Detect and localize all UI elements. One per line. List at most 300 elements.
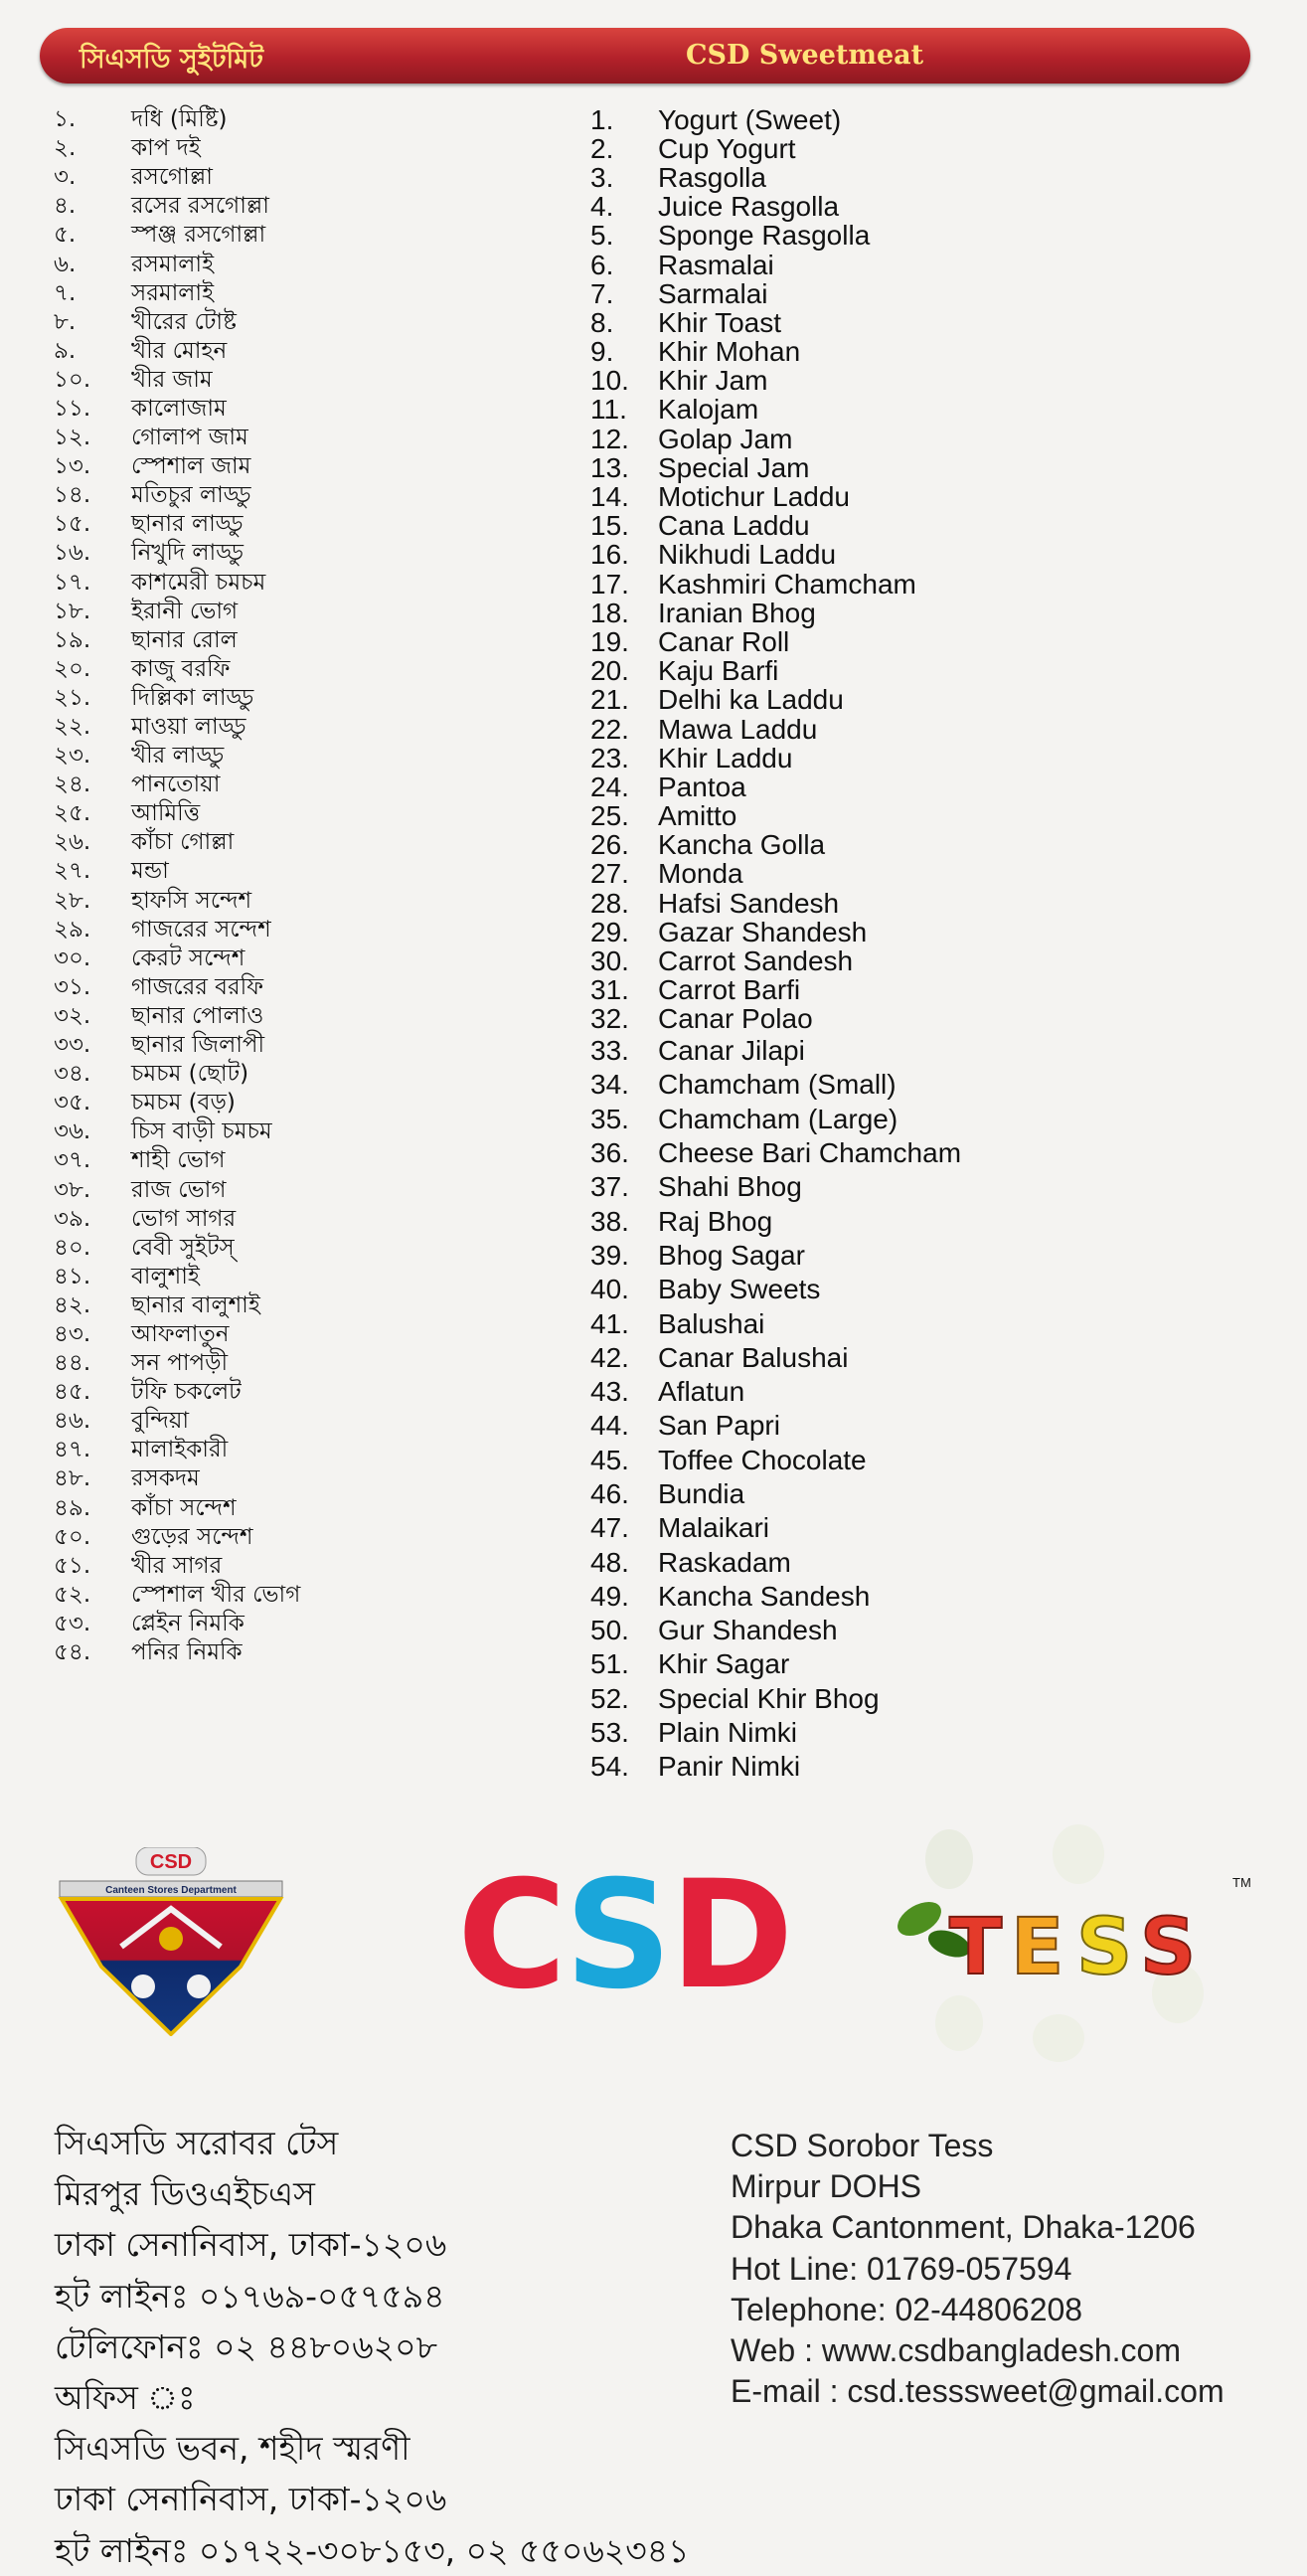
item-number: 25.	[590, 800, 629, 832]
svg-text:C: C	[457, 1869, 568, 1998]
item-name: Malaikari	[658, 1512, 770, 1544]
item-name: Panir Nimki	[658, 1751, 801, 1783]
address-line-en: E-mail : csd.tesssweet@gmail.com	[731, 2373, 1225, 2410]
item-number: 22.	[590, 713, 629, 745]
title-banner	[40, 28, 1250, 84]
sweet-list-bn	[54, 105, 551, 1667]
item-name: কেরট সন্দেশ	[131, 945, 245, 971]
trademark-mark: TM	[1232, 1875, 1251, 1890]
item-name: Special Jam	[658, 451, 810, 483]
item-name: Iranian Bhog	[658, 597, 816, 628]
item-number: ৪০.	[54, 1234, 91, 1261]
list-item	[590, 367, 1226, 396]
list-item	[590, 1444, 1226, 1477]
list-item	[590, 831, 1226, 860]
item-name: Rasmalai	[658, 249, 774, 280]
list-item	[590, 1750, 1226, 1784]
item-number: 5.	[590, 220, 614, 252]
item-number: ৫১.	[54, 1552, 91, 1579]
item-name: Hafsi Sandesh	[658, 887, 840, 919]
item-name: পানতোয়া	[131, 772, 221, 798]
item-name: কালোজাম	[131, 395, 227, 422]
item-name: Canar Roll	[658, 625, 790, 657]
item-name: Kancha Golla	[658, 829, 826, 861]
list-item	[590, 279, 1226, 308]
item-number: ২০.	[54, 655, 91, 682]
item-number: ৩৩.	[54, 1032, 91, 1059]
item-number: 36.	[590, 1137, 629, 1169]
item-number: ২৯.	[54, 916, 91, 943]
list-item	[590, 396, 1226, 425]
item-name: Gazar Shandesh	[658, 916, 868, 947]
list-item	[590, 657, 1226, 686]
item-name: Shahi Bhog	[658, 1171, 802, 1203]
item-name: টফি চকলেট	[131, 1379, 242, 1406]
item-number: 52.	[590, 1682, 629, 1714]
item-name: Raskadam	[658, 1546, 791, 1578]
item-number: 30.	[590, 945, 629, 977]
list-item	[590, 1306, 1226, 1340]
list-item	[590, 1647, 1226, 1681]
item-number: 27.	[590, 858, 629, 890]
item-name: Bundia	[658, 1478, 745, 1509]
shield-mark: CSD	[149, 1851, 193, 1873]
list-item	[590, 251, 1226, 279]
svg-text:S: S	[565, 1869, 673, 1998]
item-number: 33.	[590, 1035, 629, 1067]
item-name: Golap Jam	[658, 423, 793, 454]
item-name: মালাইকারী	[131, 1437, 229, 1463]
banner-title-bn: সিএসডি সুইটমিট	[80, 44, 263, 75]
item-number: 42.	[590, 1341, 629, 1373]
address-line-en: Mirpur DOHS	[731, 2168, 922, 2205]
item-name: San Papri	[658, 1410, 780, 1442]
item-number: ৩৭.	[54, 1147, 91, 1174]
item-number: 45.	[590, 1444, 629, 1475]
item-name: আমিত্তি	[131, 800, 201, 827]
list-item	[590, 860, 1226, 889]
item-name: মন্ডা	[131, 858, 169, 885]
item-number: ৩৬.	[54, 1118, 91, 1145]
item-name: বুন্দিয়া	[131, 1408, 190, 1435]
item-name: Aflatun	[658, 1376, 745, 1408]
list-item	[590, 1614, 1226, 1647]
svg-text:S: S	[1140, 1903, 1197, 1992]
item-number: 32.	[590, 1003, 629, 1035]
item-name: স্পেশাল জাম	[131, 453, 251, 480]
address-line-bn: মিরপুর ডিওএইচএস	[55, 2174, 315, 2214]
item-number: ১৪.	[54, 482, 91, 509]
item-number: ৫.	[54, 222, 77, 249]
item-number: 3.	[590, 161, 614, 193]
sweet-list-en	[590, 105, 1226, 1785]
list-item	[590, 512, 1226, 541]
item-name: Sarmalai	[658, 277, 768, 309]
list-item	[590, 105, 1226, 134]
item-number: 38.	[590, 1205, 629, 1237]
list-item	[590, 1375, 1226, 1409]
item-number: ২৩.	[54, 743, 91, 770]
item-name: বালুশাই	[131, 1263, 200, 1289]
item-name: গুড়ের সন্দেশ	[131, 1523, 253, 1550]
list-item	[590, 1682, 1226, 1716]
item-name: নিখুদি লাড্ডু	[131, 540, 244, 567]
item-number: ২৭.	[54, 858, 91, 885]
item-number: 1.	[590, 103, 614, 135]
item-name: চমচম (বড়)	[131, 1090, 236, 1116]
item-name: Cheese Bari Chamcham	[658, 1137, 962, 1169]
item-number: 10.	[590, 365, 629, 397]
item-name: চমচম (ছোট)	[131, 1061, 249, 1088]
item-name: Monda	[658, 858, 743, 890]
item-name: কাশমেরী চমচম	[131, 569, 266, 596]
item-number: 17.	[590, 568, 629, 600]
item-number: ৪৫.	[54, 1379, 91, 1406]
list-item	[590, 773, 1226, 801]
item-name: Nikhudi Laddu	[658, 539, 837, 571]
list-item	[590, 1273, 1226, 1306]
address-line-bn: টেলিফোনঃ ০২ ৪৪৮০৬২০৮	[55, 2326, 438, 2366]
item-number: 2.	[590, 132, 614, 164]
item-number: 23.	[590, 742, 629, 773]
item-number: 18.	[590, 597, 629, 628]
address-line-en: CSD Sorobor Tess	[731, 2128, 994, 2163]
banner-title-en: CSD Sweetmeat	[686, 40, 924, 71]
item-number: ৪৮.	[54, 1465, 91, 1492]
item-number: ১৯.	[54, 626, 91, 653]
item-number: 13.	[590, 451, 629, 483]
item-number: 48.	[590, 1546, 629, 1578]
item-number: ৩৮.	[54, 1176, 91, 1203]
address-line-en: Hot Line: 01769-057594	[731, 2250, 1072, 2287]
item-name: খীর মোহন	[131, 337, 228, 364]
svg-text:D: D	[670, 1869, 794, 1998]
list-item	[590, 570, 1226, 599]
address-line-bn: সিএসডি সরোবর টেস	[55, 2124, 339, 2162]
list-item	[590, 889, 1226, 918]
item-number: 54.	[590, 1751, 629, 1783]
item-number: 26.	[590, 829, 629, 861]
item-name: Chamcham (Small)	[658, 1069, 897, 1101]
list-item	[590, 1409, 1226, 1443]
item-name: দধি (মিষ্টি)	[131, 106, 228, 133]
item-number: 37.	[590, 1171, 629, 1203]
item-name: Khir Jam	[658, 365, 768, 397]
item-number: ৭.	[54, 279, 77, 306]
item-name: Kashmiri Chamcham	[658, 568, 916, 600]
item-number: ৪৭.	[54, 1437, 91, 1463]
item-name: স্পেশাল খীর ভোগ	[131, 1581, 301, 1608]
item-name: Kancha Sandesh	[658, 1580, 871, 1612]
item-number: 40.	[590, 1274, 629, 1305]
item-number: ২১.	[54, 684, 91, 711]
item-name: Khir Mohan	[658, 336, 801, 368]
item-name: Plain Nimki	[658, 1717, 798, 1749]
list-item	[590, 1204, 1226, 1238]
list-item	[590, 541, 1226, 570]
item-number: 41.	[590, 1307, 629, 1339]
item-name: গোলাপ জাম	[131, 425, 248, 451]
list-item	[590, 338, 1226, 367]
item-name: Rasgolla	[658, 161, 766, 193]
list-item	[590, 1034, 1226, 1068]
item-name: Khir Laddu	[658, 742, 793, 773]
item-number: ২২.	[54, 714, 91, 741]
item-name: রসগোল্লা	[131, 164, 213, 191]
item-number: ৩০.	[54, 945, 91, 971]
item-name: Raj Bhog	[658, 1205, 773, 1237]
item-name: ছানার বালুশাই	[131, 1291, 260, 1318]
item-number: ৪.	[54, 193, 77, 220]
item-name: আফলাতুন	[131, 1320, 230, 1347]
list-item	[590, 1341, 1226, 1375]
item-name: Amitto	[658, 800, 737, 832]
item-number: 49.	[590, 1580, 629, 1612]
item-number: 29.	[590, 916, 629, 947]
item-number: ২৬.	[54, 829, 91, 856]
item-number: 7.	[590, 277, 614, 309]
item-name: প্লেইন নিমকি	[131, 1610, 245, 1636]
address-line-en: Dhaka Cantonment, Dhaka-1206	[731, 2209, 1196, 2246]
list-item	[590, 222, 1226, 251]
item-name: দিল্লিকা লাড্ডু	[131, 684, 254, 711]
item-number: ১৮.	[54, 598, 91, 624]
address-line-bn: ঢাকা সেনানিবাস, ঢাকা-১২০৬	[55, 2225, 447, 2265]
item-name: সরমালাই	[131, 279, 215, 306]
address-line-en: Telephone: 02-44806208	[731, 2291, 1083, 2327]
address-block-en	[731, 2126, 1225, 2412]
address-line-bn: অফিস ঃ	[55, 2377, 196, 2417]
item-number: ৪৪.	[54, 1350, 91, 1377]
item-name: Carrot Barfi	[658, 974, 801, 1006]
list-item	[590, 163, 1226, 192]
list-item	[590, 1545, 1226, 1579]
item-number: ২৪.	[54, 772, 91, 798]
item-name: রসকদম	[131, 1465, 200, 1492]
item-number: 11.	[590, 394, 627, 426]
list-item	[590, 1477, 1226, 1511]
list-item	[590, 482, 1226, 511]
list-item	[590, 1005, 1226, 1034]
item-number: ৩৫.	[54, 1090, 91, 1116]
item-number: 4.	[590, 191, 614, 223]
item-number: ৫২.	[54, 1581, 91, 1608]
list-item	[590, 1103, 1226, 1136]
address-line-bn: সিএসডি ভবন, শহীদ স্মরণী	[55, 2429, 410, 2469]
address-line-bn: হট লাইনঃ ০১৭২২-৩০৮১৫৩, ০২ ৫৫০৬২৩৪১	[55, 2530, 690, 2570]
list-item	[54, 1638, 551, 1667]
item-name: ছানার জিলাপী	[131, 1032, 265, 1059]
item-name: Cup Yogurt	[658, 132, 796, 164]
item-name: মাওয়া লাড্ডু	[131, 714, 246, 741]
item-name: Baby Sweets	[658, 1274, 821, 1305]
list-item	[590, 308, 1226, 337]
svg-text:E: E	[1011, 1903, 1064, 1992]
item-number: ১৭.	[54, 569, 91, 596]
item-number: ৫৪.	[54, 1639, 91, 1666]
item-name: Yogurt (Sweet)	[658, 103, 842, 135]
list-item	[590, 946, 1226, 975]
list-item	[590, 918, 1226, 946]
item-name: Canar Jilapi	[658, 1035, 805, 1067]
item-name: স্পঞ্জ রসগোল্লা	[131, 222, 266, 249]
item-number: 20.	[590, 655, 629, 687]
item-number: 43.	[590, 1376, 629, 1408]
item-number: 14.	[590, 481, 629, 513]
svg-text:S: S	[1076, 1903, 1133, 1992]
item-number: 53.	[590, 1717, 629, 1749]
item-number: 50.	[590, 1615, 629, 1646]
item-name: Chamcham (Large)	[658, 1103, 899, 1134]
item-name: Cana Laddu	[658, 510, 810, 542]
address-line-en: Web : www.csdbangladesh.com	[731, 2331, 1181, 2368]
item-name: Balushai	[658, 1307, 765, 1339]
list-item	[590, 193, 1226, 222]
item-name: সন পাপড়ী	[131, 1350, 229, 1377]
item-name: কাজু বরফি	[131, 655, 231, 682]
item-name: Bhog Sagar	[658, 1239, 805, 1271]
list-item	[590, 1511, 1226, 1545]
item-name: ইরানী ভোগ	[131, 598, 239, 624]
list-item	[590, 976, 1226, 1005]
item-number: ৯.	[54, 337, 77, 364]
item-number: ১৫.	[54, 511, 91, 538]
item-name: Sponge Rasgolla	[658, 220, 871, 252]
item-number: 44.	[590, 1410, 629, 1442]
list-item	[590, 1136, 1226, 1170]
item-name: Kalojam	[658, 394, 759, 426]
item-name: খীর জাম	[131, 366, 213, 393]
item-number: ১১.	[54, 395, 91, 422]
item-name: Juice Rasgolla	[658, 191, 840, 223]
item-number: ১০.	[54, 366, 91, 393]
item-number: ৪২.	[54, 1291, 91, 1318]
item-name: Kaju Barfi	[658, 655, 779, 687]
item-name: বেবী সুইটস্	[131, 1234, 235, 1261]
item-number: 35.	[590, 1103, 629, 1134]
list-item	[590, 802, 1226, 831]
item-number: 24.	[590, 771, 629, 802]
item-name: ছানার রোল	[131, 626, 238, 653]
item-number: ৩২.	[54, 1002, 91, 1029]
item-name: Carrot Sandesh	[658, 945, 854, 977]
item-name: রসমালাই	[131, 251, 215, 277]
item-number: 9.	[590, 336, 614, 368]
item-name: খীর লাড্ডু	[131, 743, 225, 770]
item-name: ভোগ সাগর	[131, 1205, 237, 1232]
csd-shield-logo	[52, 1847, 290, 2040]
svg-text:T: T	[949, 1903, 1003, 1992]
item-number: ২.	[54, 135, 77, 162]
item-name: Toffee Chocolate	[658, 1444, 867, 1475]
address-line-bn: হট লাইনঃ ০১৭৬৯-০৫৭৫৯৪	[55, 2276, 445, 2316]
list-item	[590, 453, 1226, 482]
item-number: ৪৬.	[54, 1408, 91, 1435]
list-item	[590, 1239, 1226, 1273]
item-number: 21.	[590, 684, 629, 716]
list-item	[590, 425, 1226, 453]
item-name: গাজরের বরফি	[131, 973, 264, 1000]
item-number: ৩১.	[54, 973, 91, 1000]
item-number: 19.	[590, 625, 629, 657]
item-number: ১.	[54, 106, 77, 133]
item-number: 34.	[590, 1069, 629, 1101]
item-name: হাফসি সন্দেশ	[131, 887, 252, 914]
item-name: ছানার পোলাও	[131, 1002, 264, 1029]
item-name: খীরের টোষ্ট	[131, 308, 237, 335]
item-number: ৩৪.	[54, 1061, 91, 1088]
list-item	[590, 134, 1226, 163]
csd-wordmark-logo	[447, 1869, 815, 2002]
item-name: মতিচুর লাড্ডু	[131, 482, 251, 509]
item-number: ৩.	[54, 164, 77, 191]
item-name: পনির নিমকি	[131, 1639, 243, 1666]
item-name: Gur Shandesh	[658, 1615, 838, 1646]
item-number: ৩৯.	[54, 1205, 91, 1232]
item-number: ৪৩.	[54, 1320, 91, 1347]
item-number: ১৩.	[54, 453, 91, 480]
address-line-bn: ঢাকা সেনানিবাস, ঢাকা-১২০৬	[55, 2480, 447, 2519]
item-name: Mawa Laddu	[658, 713, 818, 745]
item-number: 47.	[590, 1512, 629, 1544]
item-name: খীর সাগর	[131, 1552, 223, 1579]
list-item	[590, 599, 1226, 627]
item-number: 16.	[590, 539, 629, 571]
item-name: Special Khir Bhog	[658, 1682, 880, 1714]
item-number: 51.	[590, 1648, 629, 1680]
item-name: কাঁচা গোল্লা	[131, 829, 235, 856]
address-block-bn	[55, 2118, 690, 2576]
item-number: ৪৯.	[54, 1494, 91, 1521]
item-number: 8.	[590, 306, 614, 338]
item-number: ২৫.	[54, 800, 91, 827]
list-item	[590, 627, 1226, 656]
item-number: 46.	[590, 1478, 629, 1509]
list-item	[590, 686, 1226, 715]
item-number: ৫০.	[54, 1523, 91, 1550]
list-item	[590, 1068, 1226, 1102]
shield-caption: Canteen Stores Department	[105, 1885, 237, 1896]
list-item	[590, 1580, 1226, 1614]
item-number: ২৮.	[54, 887, 91, 914]
item-name: Canar Balushai	[658, 1341, 849, 1373]
list-item	[590, 1716, 1226, 1750]
item-number: ১২.	[54, 425, 91, 451]
list-item	[590, 744, 1226, 773]
item-number: ৫৩.	[54, 1610, 91, 1636]
item-name: Pantoa	[658, 771, 746, 802]
item-name: শাহী ভোগ	[131, 1147, 226, 1174]
list-item	[590, 715, 1226, 744]
item-name: ছানার লাড্ডু	[131, 511, 244, 538]
item-number: ৮.	[54, 308, 77, 335]
item-number: ৬.	[54, 251, 77, 277]
item-name: রসের রসগোল্লা	[131, 193, 269, 220]
item-number: 15.	[590, 510, 629, 542]
tess-logo	[880, 1824, 1237, 2067]
item-number: 28.	[590, 887, 629, 919]
item-number: 6.	[590, 249, 614, 280]
item-name: Delhi ka Laddu	[658, 684, 844, 716]
item-name: Khir Sagar	[658, 1648, 790, 1680]
item-name: চিস বাড়ী চমচম	[131, 1118, 272, 1145]
item-name: গাজরের সন্দেশ	[131, 916, 271, 943]
item-name: Motichur Laddu	[658, 481, 851, 513]
item-number: ৪১.	[54, 1263, 91, 1289]
item-name: Khir Toast	[658, 306, 781, 338]
item-name: রাজ ভোগ	[131, 1176, 227, 1203]
item-number: 39.	[590, 1239, 629, 1271]
